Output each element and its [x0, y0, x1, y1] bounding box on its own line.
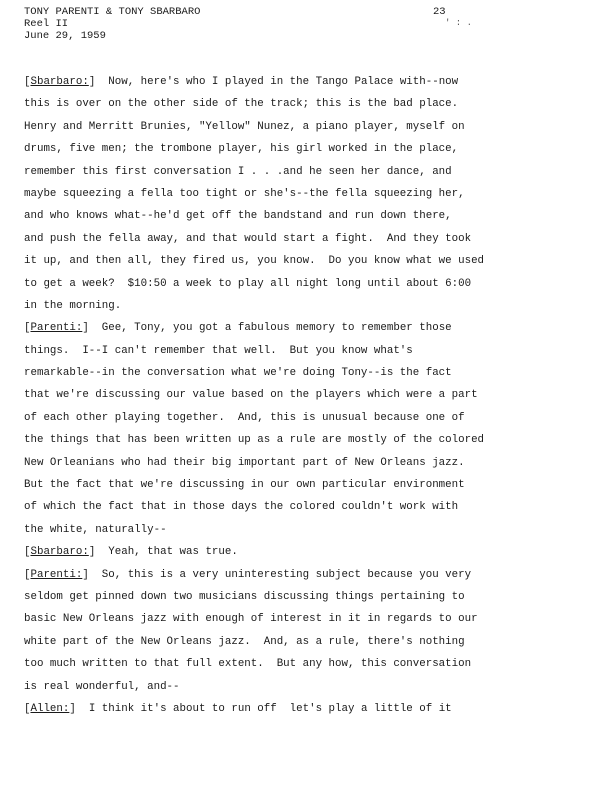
transcript-line	[24, 429, 584, 451]
transcript-line	[24, 452, 584, 474]
page-header	[24, 6, 200, 42]
line-text: seldom get pinned down two musicians discussing things pertaining to	[24, 590, 465, 603]
speaker-bracket-open: [	[24, 76, 31, 88]
line-text: and push the fella away, and that would start a fight. And they took	[24, 232, 472, 245]
line-text: Now, here's who I played in the Tango Palace with--now	[95, 76, 459, 88]
line-text: I think it's about to run off let's play a little of it	[75, 702, 452, 715]
transcript-line	[24, 340, 584, 362]
transcript-line	[24, 93, 584, 115]
line-text: New Orleanians who had their big important part of New Orleans jazz.	[24, 456, 465, 469]
line-text: remarkable--in the conversation what we're doing Tony--is the fact	[24, 367, 452, 380]
speaker-name: Sbarbaro:	[30, 76, 89, 88]
line-text: maybe squeezing a fella too tight or she's--the fella squeezing her,	[24, 187, 465, 200]
line-text: Yeah, that was true.	[95, 546, 238, 559]
line-text: white part of the New Orleans jazz. And, as a rule, there's nothing	[24, 635, 465, 648]
transcript-line	[24, 205, 584, 227]
line-text: to get a week? $10:50 a week to play all night long until about 6:00	[24, 277, 472, 290]
line-text: the white, naturally--	[24, 523, 167, 536]
line-text: is real wonderful, and--	[24, 680, 180, 693]
margin-marks: ' : .	[445, 18, 473, 28]
page-number: 23	[433, 6, 446, 18]
transcript-line	[24, 586, 584, 608]
transcript-line	[24, 250, 584, 272]
transcript-line	[24, 295, 584, 317]
transcript-line	[24, 228, 584, 250]
speaker-bracket-close: ]	[69, 702, 76, 715]
speaker-name: Allen:	[30, 702, 70, 715]
speaker-bracket-open: [	[24, 322, 31, 335]
line-text: the things that has been written up as a rule are mostly of the colored	[24, 434, 485, 447]
speaker-name: Parenti:	[30, 322, 83, 335]
speaker-line	[24, 698, 584, 720]
transcript-line	[24, 608, 584, 630]
transcript-line	[24, 676, 584, 698]
transcript-line	[24, 273, 584, 295]
speaker-bracket-open: [	[24, 702, 31, 715]
transcript-line	[24, 183, 584, 205]
transcript-line	[24, 384, 584, 406]
line-text: it up, and then all, they fired us, you know. Do you know what we used	[24, 255, 485, 268]
speaker-bracket-open: [	[24, 568, 31, 581]
line-text: things. I--I can't remember that well. But you know what's	[24, 344, 413, 357]
speaker-bracket-open: [	[24, 546, 31, 559]
line-text: But the fact that we're discussing in our own particular environment	[24, 479, 465, 492]
transcript-line	[24, 407, 584, 429]
line-text: drums, five men; the trombone player, his girl worked in the place,	[24, 143, 459, 156]
line-text: Gee, Tony, you got a fabulous memory to remember those	[88, 322, 452, 335]
line-text: and who knows what--he'd get off the bandstand and run down there,	[24, 210, 452, 223]
interview-date: June 29, 1959	[24, 30, 106, 42]
speaker-line	[24, 564, 584, 586]
transcript-line	[24, 138, 584, 160]
speaker-line	[24, 71, 584, 93]
transcript-line	[24, 362, 584, 384]
line-text: of which the fact that in those days the colored couldn't work with	[24, 501, 459, 514]
line-text: in the morning.	[24, 299, 122, 312]
speaker-bracket-close: ]	[82, 322, 89, 335]
speaker-line	[24, 541, 584, 563]
transcript-line	[24, 116, 584, 138]
line-text: remember this first conversation I . . .and he seen her dance, and	[24, 165, 452, 178]
line-text: of each other playing together. And, this is unusual because one of	[24, 411, 465, 424]
speaker-line	[24, 317, 584, 339]
transcript-line	[24, 653, 584, 675]
reel-label: Reel II	[24, 18, 69, 30]
speaker-bracket-close: ]	[82, 568, 89, 581]
speaker-bracket-close: ]	[88, 546, 96, 559]
transcript-body	[24, 71, 584, 720]
speaker-name: Parenti:	[30, 568, 83, 581]
line-text: basic New Orleans jazz with enough of interest in it in regards to our	[24, 613, 478, 626]
speaker-name: Sbarbaro:	[30, 546, 89, 559]
line-text: So, this is a very uninteresting subject because you very	[88, 568, 472, 581]
transcript-line	[24, 496, 584, 518]
line-text: Henry and Merritt Brunies, "Yellow" Nunez, a piano player, myself on	[24, 120, 465, 133]
line-text: that we're discussing our value based on the players which were a part	[24, 389, 478, 402]
speaker-bracket-close: ]	[88, 76, 96, 88]
line-text: this is over on the other side of the track; this is the bad place.	[24, 98, 459, 111]
transcript-line	[24, 631, 584, 653]
transcript-line	[24, 161, 584, 183]
line-text: too much written to that full extent. But any how, this conversation	[24, 658, 472, 671]
transcript-line	[24, 474, 584, 496]
interviewee-names: TONY PARENTI & TONY SBARBARO	[24, 6, 201, 18]
transcript-line	[24, 519, 584, 541]
